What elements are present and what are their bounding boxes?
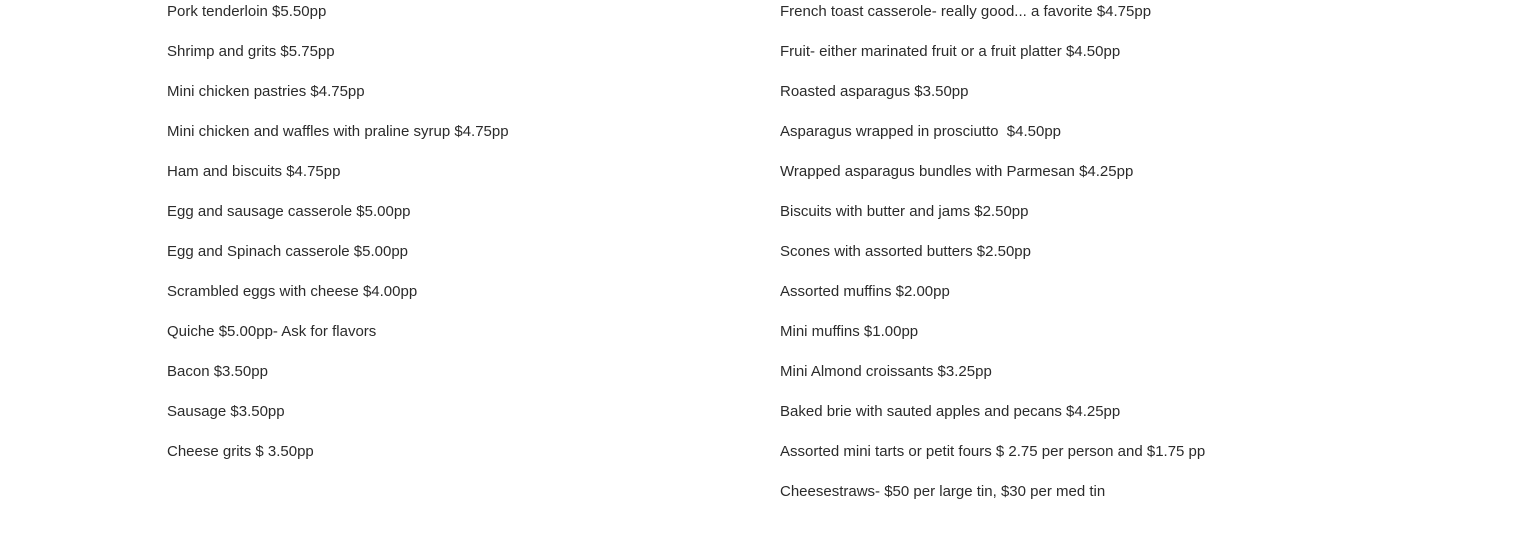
menu-item: Ham and biscuits $4.75pp (167, 163, 341, 180)
menu-item: Sausage $3.50pp (167, 403, 285, 420)
menu-item: French toast casserole- really good... a favorite $4.75pp (780, 3, 1152, 20)
menu-item: Assorted mini tarts or petit fours $ 2.75 per person and $1.75 pp (780, 443, 1206, 460)
menu-item: Mini muffins $1.00pp (780, 323, 919, 340)
menu-item: Assorted muffins $2.00pp (780, 283, 950, 300)
menu-item: Cheese grits $ 3.50pp (167, 443, 314, 460)
menu-right-column (780, 0, 1480, 520)
menu-left-column (167, 0, 727, 480)
menu-item: Quiche $5.00pp- Ask for flavors (167, 323, 377, 340)
menu-item: Mini chicken pastries $4.75pp (167, 83, 365, 100)
menu-item: Bacon $3.50pp (167, 363, 268, 380)
menu-item: Shrimp and grits $5.75pp (167, 43, 335, 60)
menu-item: Biscuits with butter and jams $2.50pp (780, 203, 1029, 220)
menu-item: Baked brie with sauted apples and pecans $4.25pp (780, 403, 1121, 420)
menu-item: Mini Almond croissants $3.25pp (780, 363, 992, 380)
menu-item: Wrapped asparagus bundles with Parmesan $4.25pp (780, 163, 1134, 180)
menu-item: Egg and sausage casserole $5.00pp (167, 203, 411, 220)
menu-item: Roasted asparagus $3.50pp (780, 83, 969, 100)
menu-item: Egg and Spinach casserole $5.00pp (167, 243, 409, 260)
menu-item: Scones with assorted butters $2.50pp (780, 243, 1031, 260)
menu-item: Fruit- either marinated fruit or a fruit platter $4.50pp (780, 43, 1121, 60)
menu-item: Cheesestraws- $50 per large tin, $30 per med tin (780, 483, 1106, 500)
menu-item: Mini chicken and waffles with praline syrup $4.75pp (167, 123, 509, 140)
menu-item: Pork tenderloin $5.50pp (167, 3, 327, 20)
menu-item: Asparagus wrapped in prosciutto $4.50pp (780, 123, 1062, 140)
menu-item: Scrambled eggs with cheese $4.00pp (167, 283, 418, 300)
